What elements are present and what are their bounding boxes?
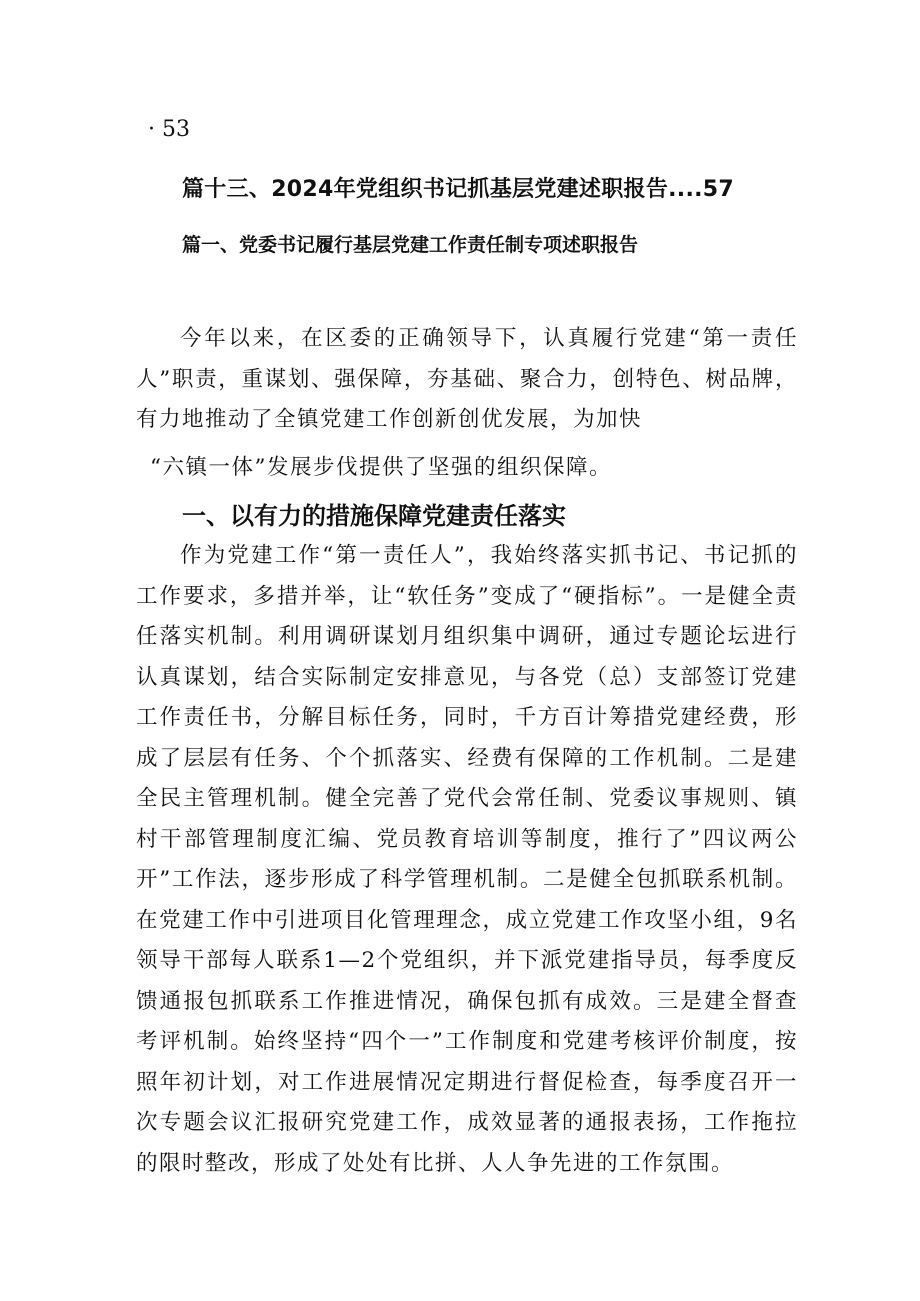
body-paragraph: 作为党建工作“第一责任人”，我始终落实抓书记、书记抓的工作要求，多措并举，让“软任务”变成了“硬指标”。一是健全责任落实机制。利用调研谋划月组织集中调研，通过专题论坛进行认真谋划，结合实际制定安排意见，与各党（总）支部签订党建工作责任书，分解目标任务，同时，千方百计筹措党建经费，形成了层层有任务、个个抓落实、经费有保障的工作机制。二是建全民主管理机制。健全完善了党代会常任制、党委议事规则、镇村干部管理制度汇编、党员教育培训等制度，推行了”四议两公开”工作法，逐步形成了科学管理机制。二是健全包抓联系机制。在党建工作中引进项目化管理理念，成立党建工作攻坚小组，9名领导干部每人联系1—2个党组织，并下派党建指导员，每季度反馈通报包抓联系工作推进情况，确保包抓有成效。三是建全督查考评机制。始终坚持“四个一”工作制度和党建考核评价制度，按照年初计划，对工作进展情况定期进行督促检查，每季度召开一次专题会议汇报研究党建工作，成效显著的通报表扬，工作拖拉的限时整改，形成了处处有比拼、人人争先进的工作氛围。 xyxy=(136,543,798,1176)
toc-continuation-page-number: · 53 xyxy=(148,117,190,142)
section-heading: 一、以有力的措施保障党建责任落实 xyxy=(182,502,566,530)
toc-item-13[interactable]: 篇十三、2024年党组织书记抓基层党建述职报告....57 xyxy=(182,177,734,202)
intro-paragraph: 今年以来，在区委的正确领导下，认真履行党建“第一责任人”职责，重谋划、强保障，夯基础、聚合力，创特色、树品牌，有力地推动了全镇党建工作创新创优发展，为加快 xyxy=(136,326,798,432)
intro-paragraph-continuation: “六镇一体”发展步伐提供了坚强的组织保障。 xyxy=(150,455,612,480)
chapter-title: 篇一、党委书记履行基层党建工作责任制专项述职报告 xyxy=(182,234,639,256)
